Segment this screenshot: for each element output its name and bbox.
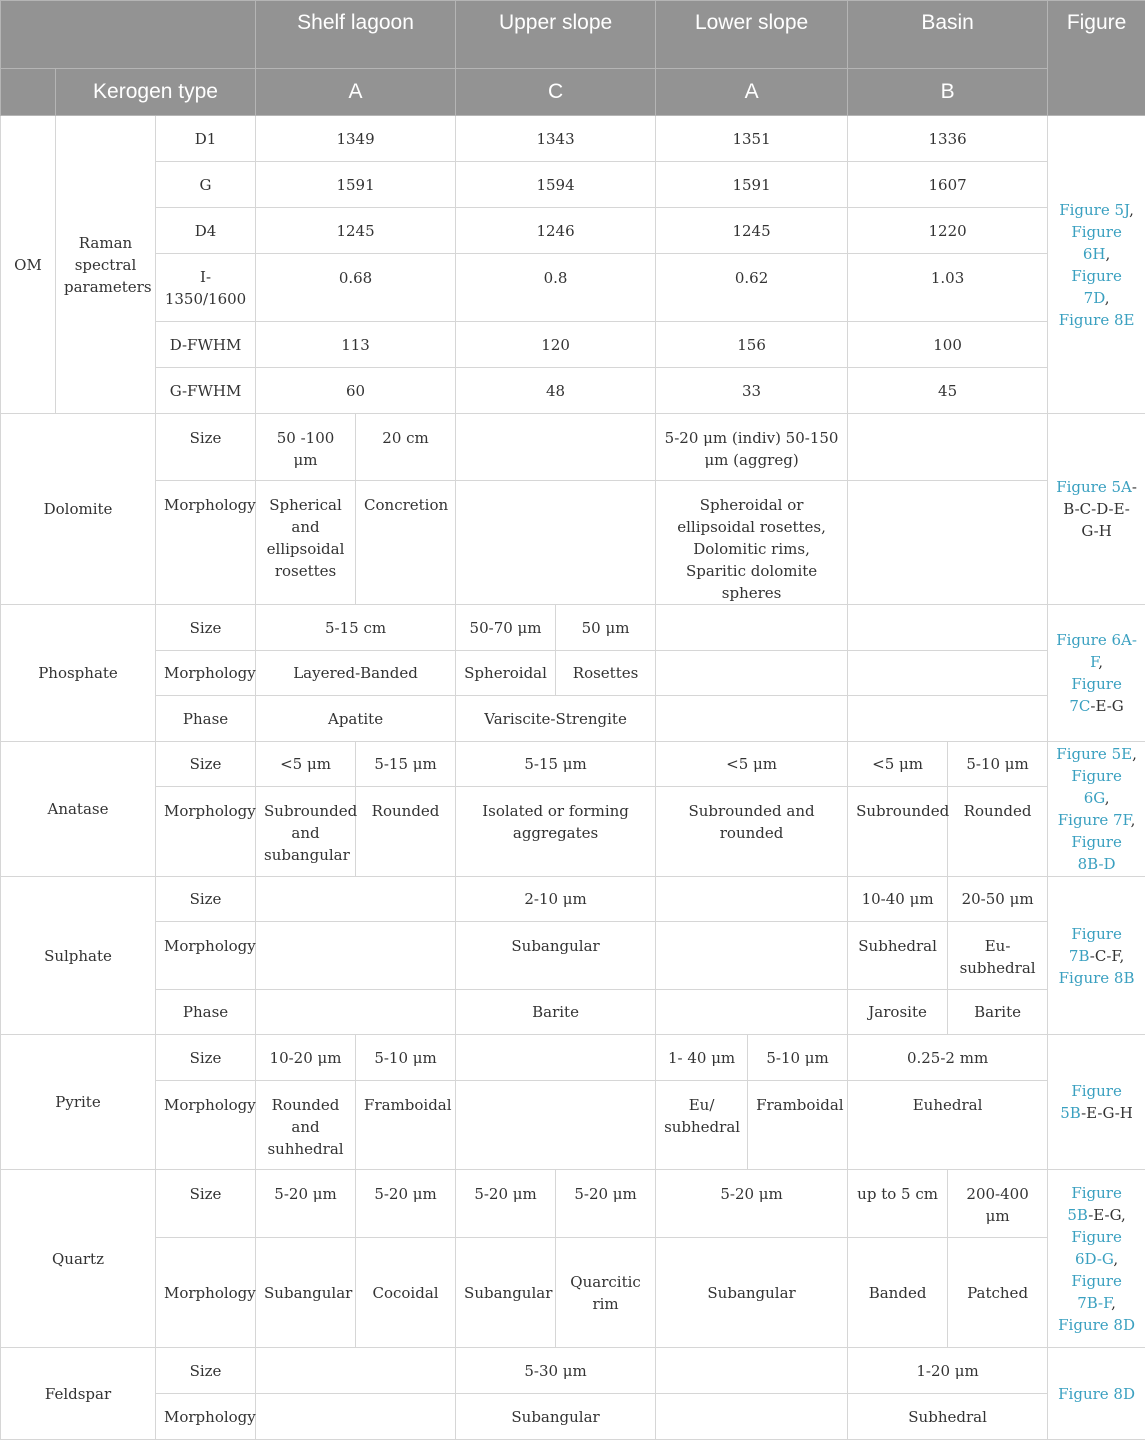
param-label: Size — [156, 1348, 256, 1394]
cell: 5-20 μm — [656, 1170, 848, 1238]
kerogen-label: Kerogen type — [56, 69, 256, 116]
cell: 5-15 cm — [256, 605, 456, 651]
table-row — [1, 1394, 1145, 1440]
param-label: Morphology — [156, 1238, 256, 1348]
cell: 20 cm — [356, 414, 456, 481]
cell-empty — [256, 1394, 456, 1440]
table-row — [1, 1238, 1145, 1348]
cell: Subangular — [256, 1238, 356, 1348]
cell: 113 — [256, 322, 456, 368]
cell: Spheroidal or ellipsoidal rosettes, Dolomitic rims, Sparitic dolomite spheres — [656, 481, 848, 605]
mineral-label: Sulphate — [1, 877, 156, 1035]
figure-link[interactable]: Figure 8D — [1058, 1385, 1135, 1403]
table-row — [1, 1035, 1145, 1081]
cell: Isolated or forming aggregates — [456, 787, 656, 877]
cell: 1220 — [848, 208, 1048, 254]
cell: 48 — [456, 368, 656, 414]
om-label: OM — [1, 116, 56, 414]
param-label: Morphology — [156, 651, 256, 696]
cell: 0.8 — [456, 254, 656, 322]
cell: 120 — [456, 322, 656, 368]
param-label: Size — [156, 877, 256, 922]
param-label: I-1350/1600 — [156, 254, 256, 322]
figure-link[interactable]: Figure 8B-D — [1071, 833, 1122, 873]
table-row — [1, 696, 1145, 742]
figure-link[interactable]: Figure 7F — [1058, 811, 1131, 829]
cell-empty — [656, 1394, 848, 1440]
cell: 50 μm — [556, 605, 656, 651]
cell-empty — [656, 990, 848, 1035]
cell-empty — [656, 605, 848, 651]
figure-link[interactable]: Figure 7B-F — [1071, 1272, 1122, 1312]
cell: Subangular — [456, 922, 656, 990]
cell-empty — [656, 696, 848, 742]
cell: 0.25-2 mm — [848, 1035, 1048, 1081]
cell: 1246 — [456, 208, 656, 254]
cell: Subangular — [456, 1394, 656, 1440]
figure-link[interactable]: Figure 7C — [1069, 675, 1121, 715]
figure-link[interactable]: Figure 6G — [1071, 767, 1122, 807]
cell-empty — [656, 877, 848, 922]
cell: 200-400 μm — [948, 1170, 1048, 1238]
cell: 5-20 μm — [256, 1170, 356, 1238]
table-row — [1, 116, 1145, 162]
param-label: Size — [156, 605, 256, 651]
mineral-label: Pyrite — [1, 1035, 156, 1170]
mineral-label: Anatase — [1, 742, 156, 877]
cell: 1.03 — [848, 254, 1048, 322]
cell: 5-20 μm — [556, 1170, 656, 1238]
param-label: Phase — [156, 990, 256, 1035]
param-label: Size — [156, 414, 256, 481]
cell: Patched — [948, 1238, 1048, 1348]
dolomite-figures — [1048, 414, 1145, 605]
table-row — [1, 414, 1145, 481]
figure-link[interactable]: Figure 7D — [1071, 267, 1122, 307]
table-row — [1, 605, 1145, 651]
header-shelf-lagoon: Shelf lagoon — [256, 1, 456, 69]
header-lower-slope: Lower slope — [656, 1, 848, 69]
param-label: D1 — [156, 116, 256, 162]
cell-empty — [656, 922, 848, 990]
cell: 1349 — [256, 116, 456, 162]
kerogen-upper: C — [456, 69, 656, 116]
figure-link[interactable]: Figure 8D — [1058, 1316, 1135, 1334]
cell: Jarosite — [848, 990, 948, 1035]
table-row — [1, 322, 1145, 368]
param-label: Phase — [156, 696, 256, 742]
cell: Barite — [948, 990, 1048, 1035]
cell-empty — [848, 696, 1048, 742]
figure-suffix: -E-G-H — [1081, 1104, 1133, 1122]
mineral-label: Dolomite — [1, 414, 156, 605]
cell: <5 μm — [656, 742, 848, 787]
cell: 50-70 μm — [456, 605, 556, 651]
param-label: Morphology — [156, 1394, 256, 1440]
cell-empty — [256, 990, 456, 1035]
param-label: Size — [156, 1035, 256, 1081]
cell: Framboidal — [748, 1081, 848, 1170]
cell: 20-50 μm — [948, 877, 1048, 922]
param-label: Morphology — [156, 1081, 256, 1170]
cell-empty — [848, 605, 1048, 651]
figure-suffix: -E-G, — [1088, 1206, 1126, 1224]
cell-empty — [848, 414, 1048, 481]
cell: 50 -100 μm — [256, 414, 356, 481]
cell-empty — [848, 481, 1048, 605]
mineral-label: Phosphate — [1, 605, 156, 742]
figure-link[interactable]: Figure 5J — [1059, 201, 1129, 219]
cell-empty — [456, 414, 656, 481]
cell: Eu-subhedral — [948, 922, 1048, 990]
cell: Eu/ subhedral — [656, 1081, 748, 1170]
cell: 5-15 μm — [356, 742, 456, 787]
cell: 33 — [656, 368, 848, 414]
quartz-figures: Figure 5B-E-G, Figure 6D-G, Figure 7B-F, Figure 8D — [1048, 1170, 1145, 1348]
param-label: G — [156, 162, 256, 208]
cell-empty — [656, 651, 848, 696]
cell: 5-20 μm — [456, 1170, 556, 1238]
cell: 1245 — [656, 208, 848, 254]
om-sub-label: Raman spectral parameters — [56, 116, 156, 414]
cell: 1607 — [848, 162, 1048, 208]
table-row — [1, 877, 1145, 922]
table-row — [1, 162, 1145, 208]
cell: <5 μm — [256, 742, 356, 787]
figure-link[interactable]: Figure 6A-F — [1056, 631, 1137, 671]
phosphate-figures: Figure 6A-F, Figure 7C-E-G — [1048, 605, 1145, 742]
cell: Barite — [456, 990, 656, 1035]
table-row — [1, 1170, 1145, 1238]
cell-empty — [256, 1348, 456, 1394]
param-label: Morphology — [156, 787, 256, 877]
param-label: Size — [156, 742, 256, 787]
cell: Euhedral — [848, 1081, 1048, 1170]
param-label: D-FWHM — [156, 322, 256, 368]
figure-link[interactable]: Figure 8B — [1059, 969, 1135, 987]
header-figure: Figure — [1048, 1, 1145, 116]
cell: Subhedral — [848, 1394, 1048, 1440]
cell: Subangular — [456, 1238, 556, 1348]
cell: Layered-Banded — [256, 651, 456, 696]
cell: 5-20 μm (indiv) 50-150 μm (aggreg) — [656, 414, 848, 481]
param-label: Size — [156, 1170, 256, 1238]
figure-link[interactable]: Figure 5E — [1056, 745, 1132, 763]
cell: 1-20 μm — [848, 1348, 1048, 1394]
cell: Rounded — [948, 787, 1048, 877]
header-basin: Basin — [848, 1, 1048, 69]
header-blank — [1, 1, 256, 69]
cell: 2-10 μm — [456, 877, 656, 922]
cell: Quarcitic rim — [556, 1238, 656, 1348]
cell-empty — [456, 481, 656, 605]
cell: Subangular — [656, 1238, 848, 1348]
cell: Subrounded and subangular — [256, 787, 356, 877]
cell: 10-40 μm — [848, 877, 948, 922]
cell: 1591 — [656, 162, 848, 208]
cell: Spherical and ellipsoidal rosettes — [256, 481, 356, 605]
table-row — [1, 481, 1145, 605]
cell: 1591 — [256, 162, 456, 208]
table-row — [1, 254, 1145, 322]
cell: Rosettes — [556, 651, 656, 696]
cell: 5-20 μm — [356, 1170, 456, 1238]
table-row — [1, 787, 1145, 877]
kerogen-basin: B — [848, 69, 1048, 116]
table-row — [1, 208, 1145, 254]
cell: Rounded — [356, 787, 456, 877]
table-row — [1, 742, 1145, 787]
figure-link[interactable]: Figure 5B — [1067, 1184, 1121, 1224]
param-label: Morphology — [156, 922, 256, 990]
table-row — [1, 990, 1145, 1035]
cell: 1343 — [456, 116, 656, 162]
cell: 5-10 μm — [948, 742, 1048, 787]
figure-suffix: -C-F, — [1090, 947, 1124, 965]
table-row — [1, 651, 1145, 696]
figure-suffix: -B-C-D-E-G-H — [1063, 478, 1137, 540]
om-figures: Figure 5J, Figure 6H, Figure 7D, Figure 8E — [1048, 116, 1145, 414]
cell-empty — [456, 1081, 656, 1170]
cell: 1336 — [848, 116, 1048, 162]
anatase-figures: Figure 5E, Figure 6G, Figure 7F, Figure 8B-D — [1048, 742, 1145, 877]
cell: Subrounded and rounded — [656, 787, 848, 877]
figure-link[interactable]: Figure 6D-G — [1071, 1228, 1122, 1268]
param-label: D4 — [156, 208, 256, 254]
cell: Concretion — [356, 481, 456, 605]
cell-empty — [256, 922, 456, 990]
cell: 10-20 μm — [256, 1035, 356, 1081]
header-row — [1, 1, 1145, 69]
param-label: G-FWHM — [156, 368, 256, 414]
cell: 5-15 μm — [456, 742, 656, 787]
cell: 5-30 μm — [456, 1348, 656, 1394]
table-row — [1, 368, 1145, 414]
cell: Subrounded — [848, 787, 948, 877]
cell: Banded — [848, 1238, 948, 1348]
cell-empty — [456, 1035, 656, 1081]
figure-link[interactable]: Figure 7B — [1069, 925, 1122, 965]
figure-link[interactable]: Figure 5B — [1060, 1082, 1122, 1122]
cell: 5-10 μm — [356, 1035, 456, 1081]
table-row — [1, 1348, 1145, 1394]
table-row — [1, 1081, 1145, 1170]
cell: <5 μm — [848, 742, 948, 787]
cell-empty — [656, 1348, 848, 1394]
cell: 100 — [848, 322, 1048, 368]
header-upper-slope: Upper slope — [456, 1, 656, 69]
sulphate-figures — [1048, 877, 1145, 1035]
cell: Apatite — [256, 696, 456, 742]
cell: 1- 40 μm — [656, 1035, 748, 1081]
cell: 0.68 — [256, 254, 456, 322]
cell: 60 — [256, 368, 456, 414]
kerogen-shelf: A — [256, 69, 456, 116]
header-blank-small — [1, 69, 56, 116]
cell: up to 5 cm — [848, 1170, 948, 1238]
cell: 1351 — [656, 116, 848, 162]
cell-empty — [848, 651, 1048, 696]
figure-link[interactable]: Figure 5A — [1056, 478, 1132, 496]
kerogen-row — [1, 69, 1145, 116]
param-label: Morphology — [156, 481, 256, 605]
cell: Variscite-Strengite — [456, 696, 656, 742]
cell: Subhedral — [848, 922, 948, 990]
cell: 45 — [848, 368, 1048, 414]
figure-suffix: -E-G — [1090, 697, 1123, 715]
mineral-label: Quartz — [1, 1170, 156, 1348]
cell: 1245 — [256, 208, 456, 254]
cell: Cocoidal — [356, 1238, 456, 1348]
mineral-label: Feldspar — [1, 1348, 156, 1440]
cell: Rounded and suhhedral — [256, 1081, 356, 1170]
cell-empty — [256, 877, 456, 922]
feldspar-figures — [1048, 1348, 1145, 1440]
table-row — [1, 922, 1145, 990]
cell: Spheroidal — [456, 651, 556, 696]
pyrite-figures — [1048, 1035, 1145, 1170]
cell: 156 — [656, 322, 848, 368]
cell: 0.62 — [656, 254, 848, 322]
figure-link[interactable]: Figure 8E — [1059, 311, 1135, 329]
cell: Framboidal — [356, 1081, 456, 1170]
cell: 5-10 μm — [748, 1035, 848, 1081]
kerogen-lower: A — [656, 69, 848, 116]
cell: 1594 — [456, 162, 656, 208]
figure-link[interactable]: Figure 6H — [1071, 223, 1122, 263]
